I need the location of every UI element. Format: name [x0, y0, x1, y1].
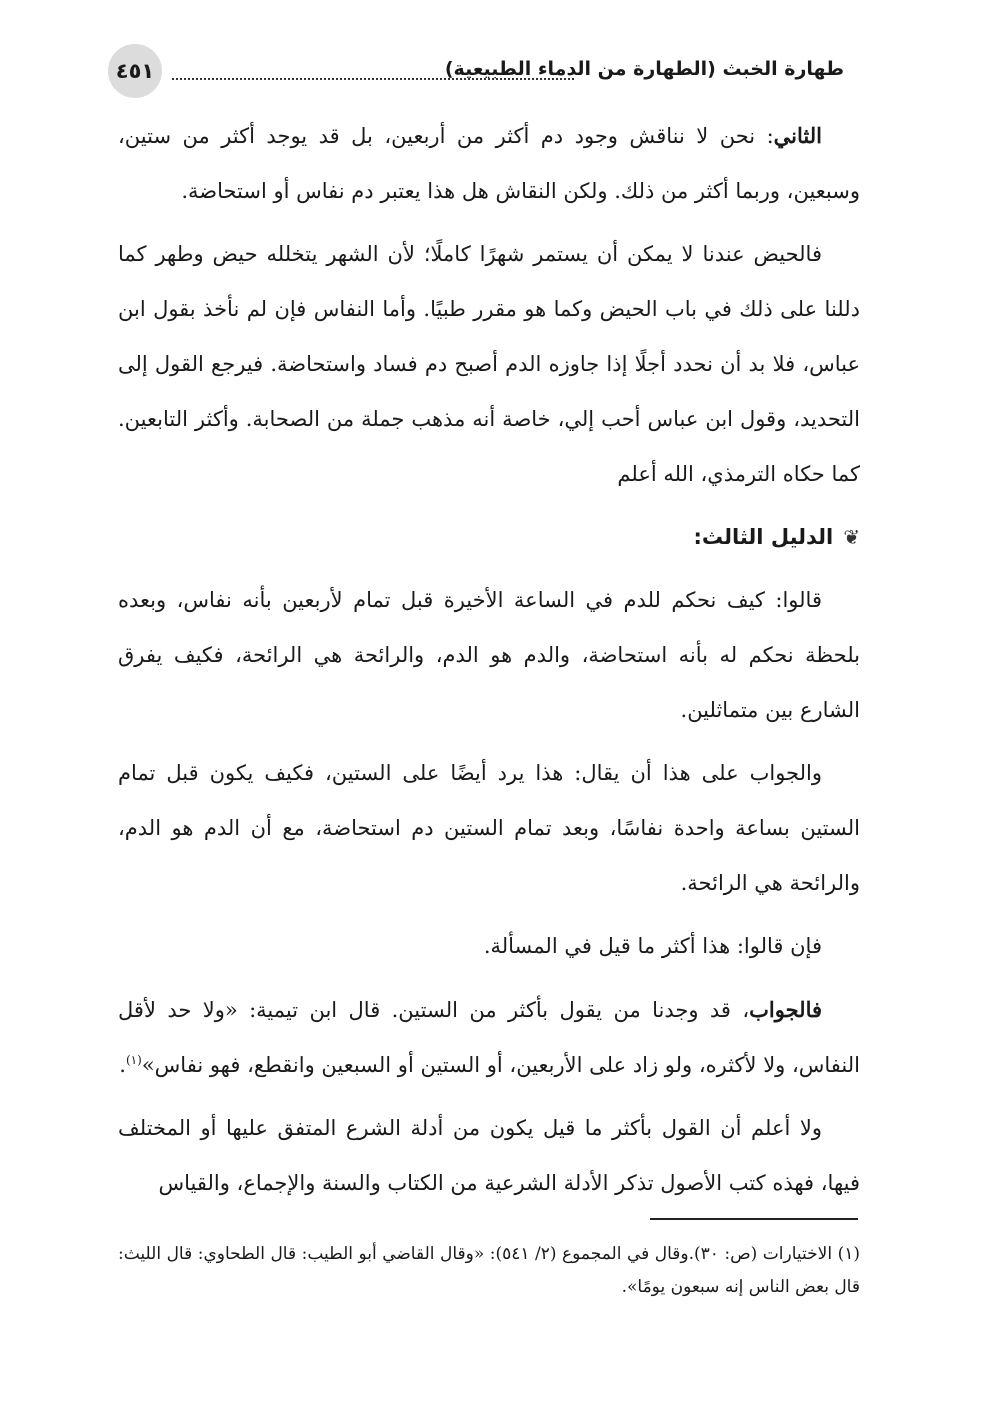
footnotes — [118, 1238, 860, 1304]
ornament-icon: ❦ — [843, 525, 860, 549]
running-title: طهارة الخبث (الطهارة من الدماء الطبيعية) — [444, 58, 844, 80]
footnote: (١) الاختيارات (ص: ٣٠).وقال في المجموع (٢/ ٥٤١): «وقال القاضي أبو الطيب: قال الطحاوي: قال الليث: قال بعض الناس إنه سبعون يومًا». — [118, 1244, 861, 1297]
paragraph-answer — [118, 746, 860, 911]
paragraph-text: : نحن لا نناقش وجود دم أكثر من أربعين، بل قد يوجد أكثر من ستين، وسبعين، وربما أكثر من ذلك. ولكن النقاش هل هذا يعتبر دم نفاس أو استحاضة. — [118, 124, 860, 203]
paragraph-lead: فالجواب — [749, 997, 822, 1022]
paragraph-text: فإن قالوا: هذا أكثر ما قيل في المسألة. — [483, 934, 822, 958]
main-text — [118, 108, 860, 1219]
paragraph-closing — [118, 1101, 860, 1211]
paragraph-text: ، قد وجدنا من يقول بأكثر من الستين. قال ابن تيمية: «ولا حد لأقل النفاس، ولا لأكثره، ولو زاد على الأربعين، أو الستين أو السبعين وانقطع، فهو نفاس» — [118, 998, 860, 1077]
paragraph-text: فالحيض عندنا لا يمكن أن يستمر شهرًا كاملًا؛ لأن الشهر يتخلله حيض وطهر كما دللنا على ذلك في باب الحيض وكما هو مقرر طبيًا. وأما النفاس فإن لم نأخذ بقول ابن عباس، فلا بد أن نحدد أجلًا إذا جاوزه الدم أصبح دم فساد واستحاضة. فيرجع القول إلى التحديد، وقول ابن عباس أحب إلي، خاصة أنه مذهب جملة من الصحابة. وأكثر التابعين. كما حكاه الترمذي، الله أعلم — [118, 242, 860, 486]
footnote-separator — [650, 1218, 858, 1220]
paragraph-text: والجواب على هذا أن يقال: هذا يرد أيضًا على الستين، فكيف يكون قبل تمام الستين بساعة واحدة نفاسًا، وبعد تمام الستين دم استحاضة، مع أن الدم هو الدم، والرائحة هي الرائحة. — [118, 761, 860, 895]
section-heading-text: الدليل الثالث: — [693, 525, 834, 549]
paragraph-end: . — [119, 1053, 126, 1077]
paragraph-reply — [118, 982, 860, 1093]
section-heading — [118, 510, 860, 565]
paragraph-second-point — [118, 108, 860, 219]
page-header — [108, 44, 844, 100]
paragraph-text: قالوا: كيف نحكم للدم في الساعة الأخيرة قبل تمام لأربعين بأنه نفاس، وبعده بلحظة نحكم له بأنه استحاضة، والدم هو الدم، والرائحة هي الرائحة، فكيف يفرق الشارع بين متماثلين. — [118, 588, 860, 722]
paragraph-if-they-said — [118, 919, 860, 974]
footnote-ref: (١) — [125, 1053, 142, 1067]
paragraph-menstruation — [118, 227, 860, 502]
paragraph-text: ولا أعلم أن القول بأكثر ما قيل يكون من أدلة الشرع المتفق عليها أو المختلف فيها، فهذه كتب الأصول تذكر الأدلة الشرعية من الكتاب والسنة والإجماع، والقياس — [118, 1116, 860, 1195]
paragraph-lead: الثاني — [773, 123, 822, 148]
paragraph-objection — [118, 573, 860, 738]
page-number-badge: ٤٥١ — [108, 44, 162, 98]
dotted-leader — [172, 78, 574, 80]
